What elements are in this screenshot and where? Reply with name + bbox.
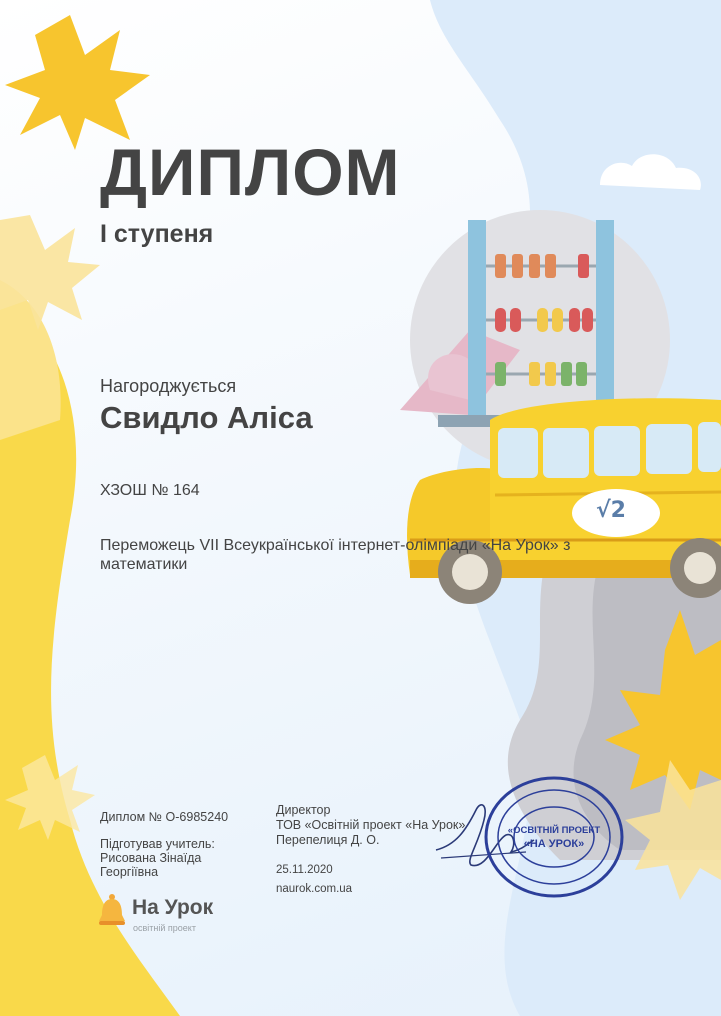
- issue-date: 25.11.2020: [276, 864, 333, 876]
- bus-sign: √2: [596, 498, 626, 523]
- recipient-name: Свидло Аліса: [100, 400, 313, 435]
- svg-text:«ОСВІТНІЙ ПРОЕКТ: «ОСВІТНІЙ ПРОЕКТ: [507, 825, 601, 836]
- director-organization: ТОВ «Освітній проект «На Урок»: [276, 818, 466, 832]
- awarded-label: Нагороджується: [100, 376, 237, 396]
- diploma-title: ДИПЛОМ: [100, 135, 401, 209]
- logo-name: На Урок: [132, 896, 214, 919]
- achievement-text: Переможець VІІ Всеукраїнської інтернет-олімпіади «На Урок» з математики: [100, 537, 571, 573]
- svg-text:«НА УРОК»: «НА УРОК»: [523, 838, 585, 850]
- logo-subtitle: освітній проект: [133, 923, 196, 933]
- school-name: ХЗОШ № 164: [100, 482, 200, 499]
- maple-leaf-top-left: [5, 15, 150, 150]
- diploma-degree: І ступеня: [100, 220, 214, 248]
- director-title: Директор: [276, 803, 331, 817]
- company-stamp: [482, 774, 626, 900]
- diploma-number: Диплом № О-6985240: [100, 810, 229, 824]
- teacher-label: Підготував учитель:: [100, 837, 215, 851]
- website-text: naurok.com.ua: [276, 883, 353, 895]
- director-name: Перепелиця Д. О.: [276, 833, 380, 847]
- teacher-name: Рисована Зінаїда Георгіївна: [100, 851, 202, 879]
- bell-icon: [96, 893, 128, 929]
